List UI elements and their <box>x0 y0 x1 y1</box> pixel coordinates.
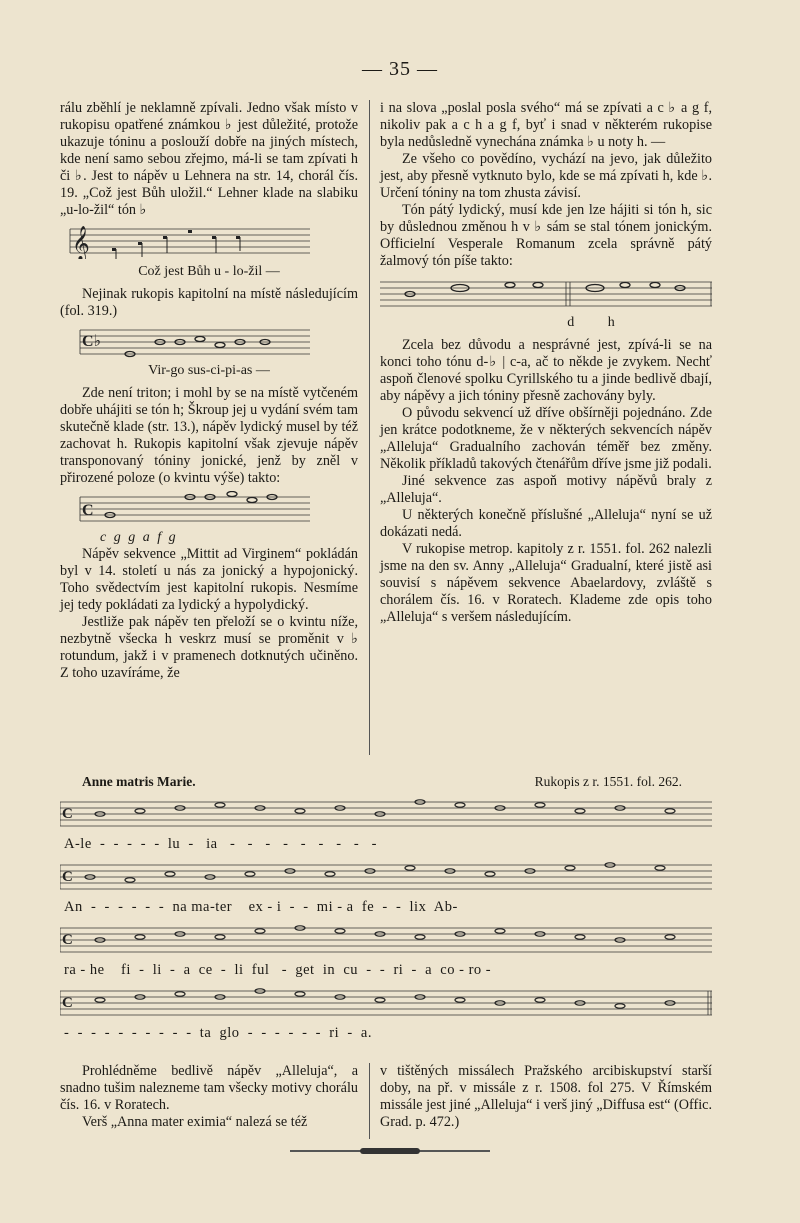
music-example <box>60 770 712 1048</box>
staff-caption: d h <box>567 315 615 330</box>
column-divider <box>369 1063 370 1139</box>
lyrics-line: An - - - - - - na ma-ter ex - i - - mi - a fe - - lix Ab- <box>64 899 458 915</box>
paragraph: Jestliže pak nápěv ten přeloží se o kvintu níže, nezbytně všecka h veskrz musí se proměnit v ♭ rotundum, jakž i v pramenech dotknutých učiněno. Z toho uzavíráme, že <box>60 614 358 681</box>
paragraph: Jiné sekvence zas aspoň motivy nápěvů braly z „Alleluja“. <box>380 473 712 506</box>
paragraph: Prohlédněme bedlivě nápěv „Alleluja“, a snadno tušim nalezneme tam všecky motivy chorálu čís. 16. v Roratech. <box>60 1063 358 1113</box>
paragraph: O původu sekvencí už dříve obšírněji pojednáno. Zde jen krátce podotkneme, že v některých sekvencích nápěv „Alleluja“ Gradualního zachován téměř bez změny. Několik příkladů takových čtenářům dříve jsme již podali. <box>380 405 712 472</box>
svg-text:C: C <box>62 995 73 1011</box>
page-number: — 35 — <box>362 58 438 80</box>
column-divider <box>369 100 370 755</box>
left-column <box>60 100 358 682</box>
end-ornament <box>290 1150 490 1152</box>
right-column-bottom <box>380 1063 712 1131</box>
left-column-bottom <box>60 1063 358 1131</box>
music-source: Rukopis z r. 1551. fol. 262. <box>534 774 682 789</box>
paragraph: i na slova „poslal posla svého“ má se zpívati a c ♭ a g f, nikoliv pak a c h a g f, byť i snad v některém rukopise byla nedůsledně vynechána známka ♭ u noty h. — <box>380 100 712 150</box>
paragraph: V rukopise metrop. kapitoly z r. 1551. fol. 262 nalezli jsme na den sv. Anny „Alleluja“ Gradualní, které jistě asi souvisí s nápěvem sekvence Abaelardovy, zvláště s chorálem čís. 16. v Roratech. Klademe zde opis toho „Alleluja“ s veršem následujícím. <box>380 541 712 625</box>
paragraph: Tón pátý lydický, musí kde jen lze hájiti si tón h, sic by důslednou změnou h v ♭ sám se stal tónem jonickým. Officielní Vesperale Romanum zcela správně pátý žalmový tón píše takto: <box>380 202 712 269</box>
svg-text:𝄞: 𝄞 <box>72 227 90 259</box>
svg-text:C: C <box>82 502 94 519</box>
staff-caption: c g g a f g <box>100 530 178 545</box>
paragraph: U některých konečně příslušné „Alleluja“ nyní se už dokázati nedá. <box>380 507 712 540</box>
right-column <box>380 100 712 626</box>
paragraph: rálu zběhlí je neklamně zpívali. Jedno však místo v rukopisu opatřené známkou ♭ jest důležité, protože ukazuje tóninu a poslouží dobře na jiných místech, kde není samo sebou zřejmo, má-li se tam zpívati h či ♭. Jest to nápěv u Lehnera na str. 14, chorál čís. 19. „Což jest Bůh uložil.“ Lehner klade na slabiku „u-lo-žil“ tón ♭ <box>60 100 358 218</box>
music-staff <box>60 324 310 358</box>
svg-text:C: C <box>62 869 73 885</box>
music-staff <box>60 223 310 259</box>
staff-caption: Což jest Bůh u - lo-žil — <box>138 264 280 279</box>
paragraph: Ze všeho co povědíno, vychází na jevo, jak důležito jest, aby přesně vytknuto bylo, kde se má zpívati h, kde ♭. Určení tóniny na tom zhusta závisí. <box>380 151 712 201</box>
lyrics-line: ra - he fi - li - a ce - li ful - get in cu - - ri - a co - ro - <box>64 962 492 978</box>
paragraph: Zcela bez důvodu a nesprávné jest, zpívá-li se na konci toho tónu d-♭ | c-a, ač to někde je zvykem. Nechť aspoň členové spolku Cyrillského tu a jinde bedlivě dbají, aby nápěvy a jich tóniny přesně zachovány byly. <box>380 337 712 404</box>
svg-text:C♭: C♭ <box>82 333 102 350</box>
lyrics-line: - - - - - - - - - - ta glo - - - - - - ri - a. <box>64 1025 372 1041</box>
music-staff <box>60 922 712 958</box>
music-staff <box>380 274 712 310</box>
paragraph: Nejinak rukopis kapitolní na místě následujícím (fol. 319.) <box>60 286 358 319</box>
staff-caption: Vir-go sus-ci-pi-as — <box>148 363 270 378</box>
svg-text:C: C <box>62 806 73 822</box>
paragraph: Zde není triton; i mohl by se na místě vytčeném dobře uhájiti se tón h; Škroup jej u vydání svém tam skutečně klade (str. 13.), nápěv lydický musel by též zachovat h. Rukopis kapitolní však zjevuje nápěv transponovaný tóniny jonické, jenž by zněl v přirozené poloze (o kvintu výše) takto: <box>60 385 358 486</box>
music-staff <box>60 985 712 1021</box>
svg-text:C: C <box>62 932 73 948</box>
paragraph: v tištěných missálech Pražského arcibiskupství starší doby, na př. v missále z r. 1508. fol 275. V Římském missále jest jiné „Alleluja“ i verš jiný „Diffusa est“ (Offic. Grad. p. 472.) <box>380 1063 712 1130</box>
paragraph: Verš „Anna mater eximia“ nalezá se též <box>82 1114 308 1130</box>
music-title: Anne matris Marie. <box>82 774 196 789</box>
paragraph: Nápěv sekvence „Mittit ad Virginem“ pokládán byl v 14. století u nás za jonický a hypojonický. Toho svědectvím jest kapitolní rukopis. Nesmíme jej tedy pokládati za lydický a hypolydický. <box>60 546 358 613</box>
music-staff <box>60 491 310 525</box>
lyrics-line: A-le - - - - - lu - ia - - - - - - - - - <box>64 836 377 852</box>
music-header <box>60 770 712 792</box>
music-staff <box>60 859 712 895</box>
music-staff <box>60 796 712 832</box>
